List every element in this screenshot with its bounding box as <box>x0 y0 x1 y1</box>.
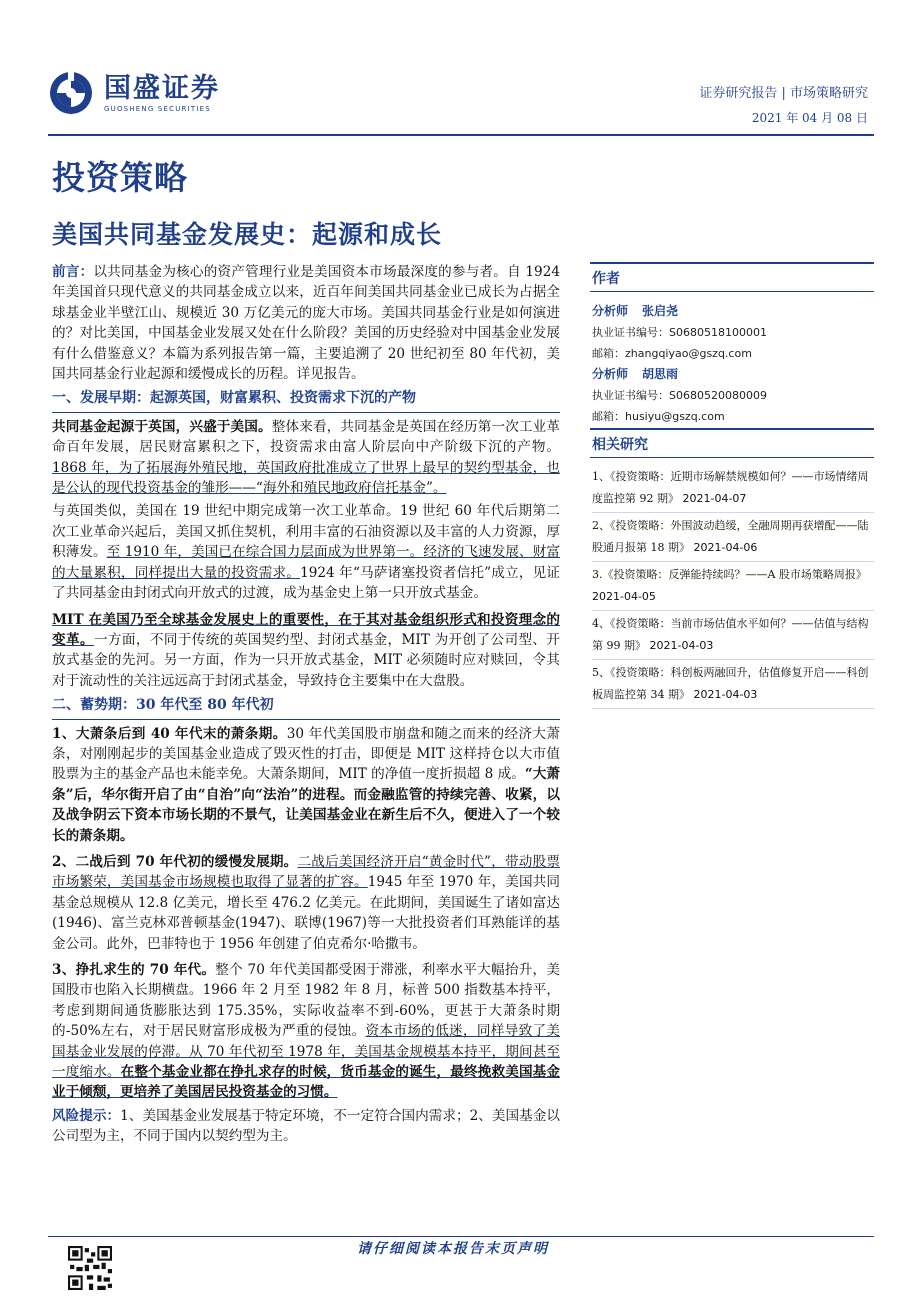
analyst-1-cert <box>592 324 874 340</box>
footer-disclaimer: 请仔细阅读本报告末页声明 <box>357 1241 549 1257</box>
cert-label: 执业证书编号： <box>592 326 669 339</box>
s1-p3-bold: MIT 在美国乃至全球基金发展史上的重要性，在于其对基金组织形式和投资理念的变革。 <box>52 611 560 648</box>
s1-p1-underline: 1868 年，为了拓展海外殖民地，英国政府批准成立了世界上最早的契约型基金，也是公认的现代投资基金的雏形——“海外和殖民地政府信托基金”。 <box>52 459 560 497</box>
related-date: 2021-04-06 <box>693 541 758 554</box>
s2-p3-text: 整个 70 年代美国都受困于滞涨，利率水平大幅抬升，美国股市也陷入长期横盘。1966 年 2 月至 1982 年 8 月，标普 500 指数基本持平，考虑到期间通货膨胀达到 175.35%，实际收益率不到-60%，更甚于大萧条时期的-50%左右，对于居民财富形成极为严重的侵蚀。 <box>52 962 560 1040</box>
analyst-2-email <box>592 408 874 424</box>
company-logo <box>48 70 220 116</box>
related-item[interactable] <box>592 466 874 513</box>
s2-p1-bold: 1、大萧条后到 40 年代末的萧条期。 <box>52 725 287 742</box>
guosheng-logo-icon <box>48 70 94 116</box>
related-title: 3.《投资策略：反弹能持续吗？——A 股市场策略周报》 <box>592 568 867 581</box>
s2-p2-text: 1945 年至 1970 年，美国共同基金总规模从 12.8 亿美元，增长至 476.2 亿美元。在此期间，美国诞生了诸如富达(1946)、富兰克林邓普顿基金(1947)、联博(1967)等一大批投资者们耳熟能详的基金公司。此外，巴菲特也于 1956 年创建了伯克希尔·哈撒韦。 <box>52 874 560 952</box>
risk-text: 1、美国基金业发展基于特定环境，不一定符合国内需求；2、美国基金以公司型为主，不同于国内以契约型为主。 <box>52 1107 561 1145</box>
authors-block <box>590 292 874 428</box>
intro-paragraph <box>52 262 560 384</box>
s1-p1-bold: 共同基金起源于英国，兴盛于美国。 <box>52 418 272 435</box>
s2-p1-text: 30 年代美国股市崩盘和随之而来的经济大萧条，对刚刚起步的美国基金业造成了毁灭性的打击，即便是 MIT 这样持仓以大市值股票为主的基金产品也未能幸免。大萧条期间，MIT 的净值一度折损超 8 成。 <box>52 725 560 783</box>
related-date: 2021-04-03 <box>693 688 758 701</box>
s2-p3-bold: 3、挣扎求生的 70 年代。 <box>52 962 216 978</box>
authors-heading: 作者 <box>590 262 874 292</box>
section2-paragraph-3 <box>52 960 560 1103</box>
section1-paragraph-3 <box>52 610 560 692</box>
cert-number: S0680518100001 <box>669 326 767 339</box>
s2-p3-bold2: 在整个基金业都在挣扎求存的时候，货币基金的诞生，最终挽救美国基金业于倾颓，更培养了美国居民投资基金的习惯。 <box>52 1064 561 1101</box>
related-item[interactable] <box>592 564 874 611</box>
s2-p3-underline: 资本市场的低迷，同样导致了美国基金业发展的停滞。从 70 年代初至 1978 年，美国基金规模基本持平，期间甚至一度缩水。 <box>52 1023 561 1081</box>
email-address[interactable]: husiyu@gszq.com <box>625 410 725 423</box>
s1-p2-tail: 1924 年“马萨诸塞投资者信托”成立，见证了共同基金由封闭式向开放式的过渡，成为基金史上第一只开放式基金。 <box>52 564 560 602</box>
related-title: 1、《投资策略：近期市场解禁规模如何？——市场情绪周度监控第 92 期》 <box>592 470 869 505</box>
section1-heading-text: 一、发展早期：起源英国，财富累积、投资需求下沉的产物 <box>52 390 416 407</box>
s2-p1-bold2: “大萧条”后，华尔街开启了由“自治”向“法治”的进程。而金融监管的持续完善、收紧，以及战争阴云下资本市场长期的不景气，让美国基金业在新生后不久，便进入了一个较长的萧条期。 <box>52 766 561 844</box>
report-date: 2021 年 04 月 08 日 <box>751 111 868 125</box>
risk-label: 风险提示： <box>52 1107 121 1124</box>
related-research-list <box>590 458 874 709</box>
section2-paragraph-1 <box>52 724 560 846</box>
s1-p1-text: 整体来看，共同基金是英国在经历第一次工业革命百年发展，居民财富累积之下，投资需求由富人阶层向中产阶级下沉的产物。 <box>52 418 561 456</box>
analyst-1-name: 张启尧 <box>642 304 679 318</box>
footer-divider <box>48 1236 874 1237</box>
section-title: 投资策略 <box>52 158 188 197</box>
section2-heading-text: 二、蓄势期：30 年代至 80 年代初 <box>52 697 274 714</box>
related-date: 2021-04-03 <box>649 639 714 652</box>
s2-p2-underline: 二战后美国经济开启“黄金时代”，带动股票市场繁荣，美国基金市场规模也取得了显著的扩容。 <box>52 853 561 891</box>
logo-cn: 国盛证券 <box>104 72 220 104</box>
related-title: 5、《投资策略：科创板两融回升，估值修复开启——科创板周监控第 34 期》 <box>592 666 869 701</box>
related-item[interactable] <box>592 515 874 562</box>
related-heading: 相关研究 <box>590 428 874 458</box>
document-title: 美国共同基金发展史：起源和成长 <box>52 220 443 249</box>
section2-paragraph-2 <box>52 852 560 954</box>
cert-number: S0680520080009 <box>669 389 767 402</box>
risk-paragraph <box>52 1106 560 1147</box>
section1-paragraph-1 <box>52 417 560 499</box>
sidebar <box>590 262 874 711</box>
analyst-2-cert <box>592 387 874 403</box>
cert-label: 执业证书编号： <box>592 389 669 402</box>
logo-en: GUOSHENG SECURITIES <box>104 104 211 113</box>
s1-p3-text: 一方面，不同于传统的英国契约型、封闭式基金，MIT 为开创了公司型、开放式基金的先河。另一方面，作为一只开放式基金，MIT 必须随时应对赎回，令其对于流动性的关注远远高于封闭式基金，导致持仓主要集中在大盘股。 <box>52 631 561 689</box>
header-divider <box>48 134 874 136</box>
analyst-1-title <box>592 302 874 319</box>
report-type: 证券研究报告 | 市场策略研究 <box>699 86 868 101</box>
related-title: 2、《投资策略：外围波动趋缓，全融周期再获增配——陆股通月报第 18 期》 <box>592 519 869 554</box>
email-label: 邮箱： <box>592 347 625 360</box>
intro-text: 以共同基金为核心的资产管理行业是美国资本市场最深度的参与者。自 1924 年美国首只现代意义的共同基金成立以来，近百年间美国共同基金业已成长为占据全球基金业半壁江山、规模近 30 万亿美元的庞大市场。美国共同基金行业是如何演进的？对比美国，中国基金业发展又处在什么阶段？美国的历史经验对中国基金业发展有什么借鉴意义？本篇为系列报告第一篇，主要追溯了 20 世纪初至 80 年代初，美国共同基金行业起源和缓慢成长的历程。详见报告。 <box>52 264 560 383</box>
related-title: 4、《投资策略：当前市场估值水平如何？——估值与结构第 99 期》 <box>592 617 869 652</box>
analyst-1-email <box>592 345 874 361</box>
related-date: 2021-04-05 <box>592 590 656 603</box>
email-label: 邮箱： <box>592 410 625 423</box>
analyst-2-name: 胡思雨 <box>642 367 679 381</box>
analyst-1-role: 分析师 <box>592 304 629 318</box>
analyst-2-title <box>592 365 874 382</box>
email-address[interactable]: zhangqiyao@gszq.com <box>625 347 752 360</box>
s2-p2-bold: 2、二战后到 70 年代初的缓慢发展期。 <box>52 853 298 870</box>
section1-heading <box>52 388 560 412</box>
s1-p2-text: 与英国类似，美国在 19 世纪中期完成第一次工业革命。19 世纪 60 年代后期第二次工业革命兴起后，美国又抓住契机，利用丰富的石油资源以及丰富的人力资源，厚积薄发。 <box>52 503 560 561</box>
section1-paragraph-2 <box>52 501 560 603</box>
s1-p2-underline: 至 1910 年，美国已在综合国力层面成为世界第一。经济的飞速发展、财富的大量累积，同样提出大量的投资需求。 <box>52 544 560 581</box>
page-header <box>48 62 872 130</box>
analyst-2-role: 分析师 <box>592 367 629 381</box>
related-item[interactable] <box>592 613 874 660</box>
intro-label: 前言： <box>52 264 94 280</box>
section2-heading <box>52 695 560 719</box>
related-date: 2021-04-07 <box>682 492 747 505</box>
main-content <box>52 262 560 1150</box>
qr-code-icon <box>68 1246 112 1290</box>
related-item[interactable] <box>592 662 874 709</box>
